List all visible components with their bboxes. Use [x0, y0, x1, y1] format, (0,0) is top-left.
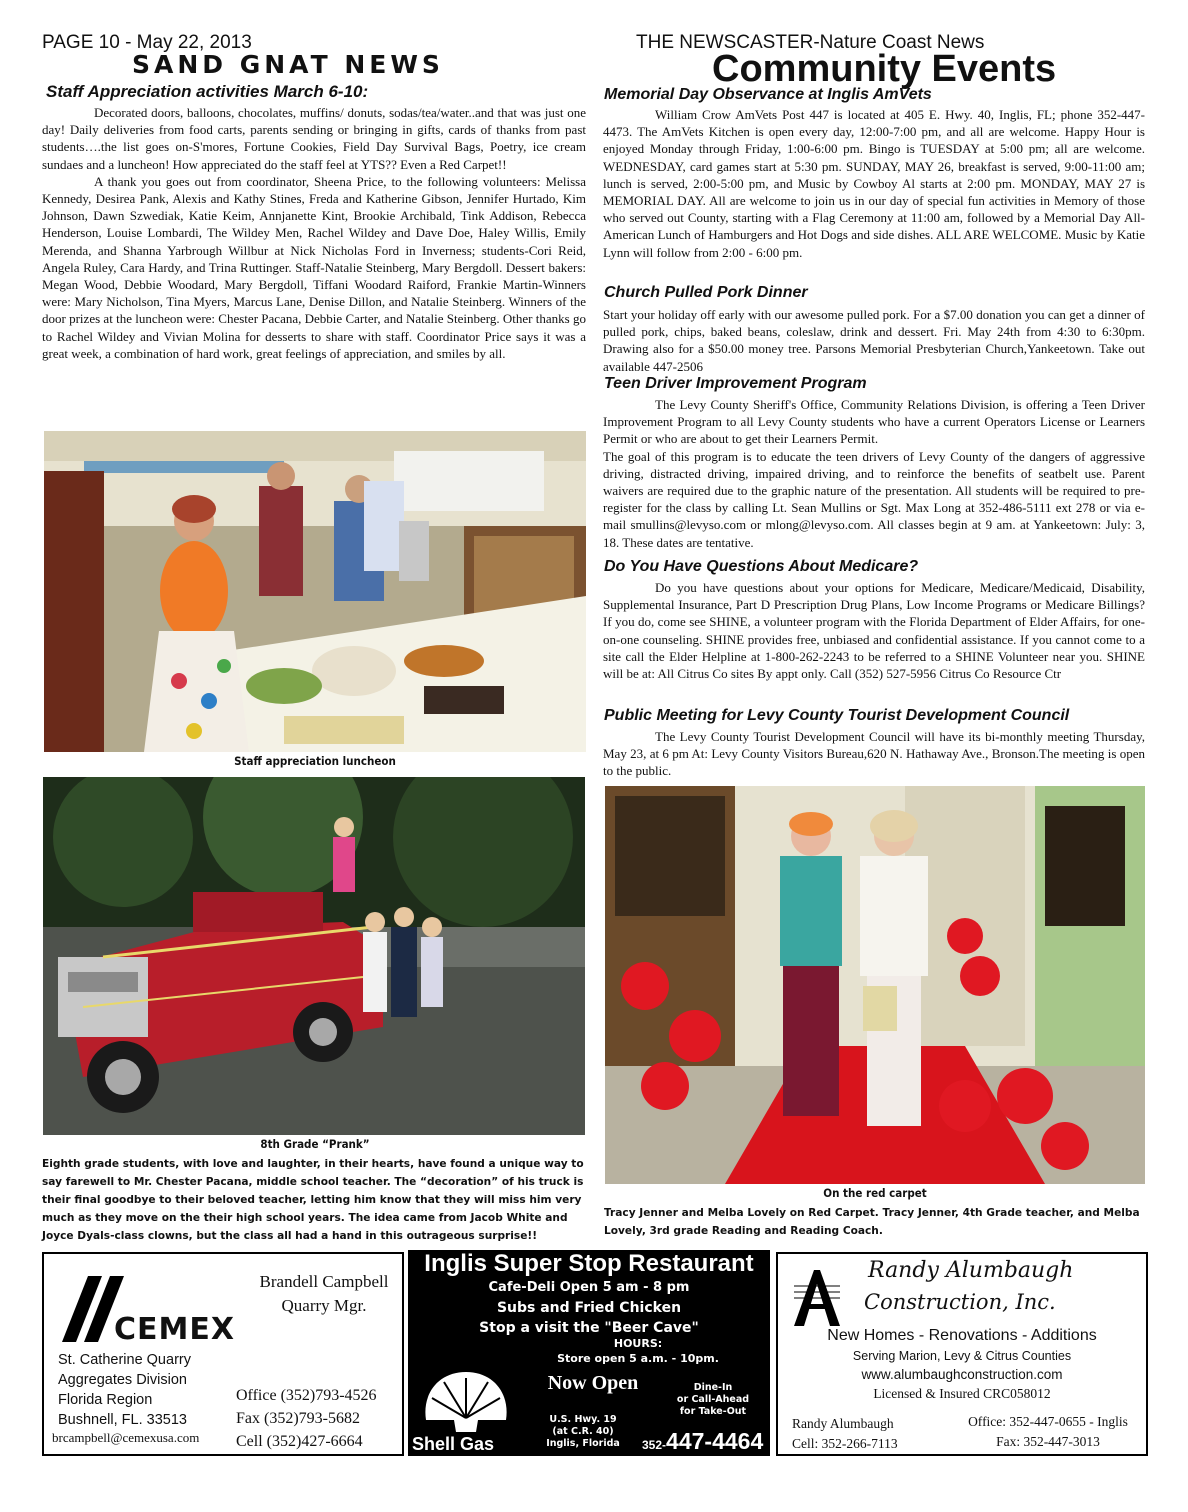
inglis-hours: Store open 5 a.m. - 10pm.	[557, 1352, 719, 1365]
address-line: Bushnell, FL. 33513	[58, 1412, 187, 1428]
randy-license: Licensed & Insured CRC058012	[873, 1386, 1051, 1401]
event-heading-medicare: Do You Have Questions About Medicare?	[604, 558, 919, 575]
event-body-tourist-council	[603, 728, 1145, 780]
ad-cemex	[42, 1252, 404, 1456]
shell-logo	[416, 1368, 516, 1438]
dine-line: Dine-In	[693, 1382, 733, 1393]
photo-staff-luncheon	[44, 431, 586, 752]
photo-caption-red-carpet: Tracy Jenner and Melba Lovely on Red Carpet. Tracy Jenner, 4th Grade teacher, and Melba Lovely, 3rd grade Reading and Reading Coach.	[604, 1207, 1140, 1237]
shell-icon	[416, 1368, 516, 1438]
paragraph: Do you have questions about your options for Medicare, Medicare/Medicaid, Disability, Supplemental Insurance, Part D Prescription Drug Plans, Low Income Programs or Medicare Billings? If you do, come see SHINE, a volunteer program with the Florida Department of Elder Affairs, for one-on-one counseling. SHINE provides free, unbiased and confidential assistance. If you cannot come to a site call the Elder Helpline at 1-800-262-2243 to be referred to a SHINE Volunteer near you. SHINE will be at: All Citrus Co sites By appt only. Call (352) 527-5956 Citrus Co Resource Ctr	[603, 580, 1145, 682]
dine-line: for Take-Out	[679, 1406, 747, 1417]
address-line: Aggregates Division	[58, 1372, 187, 1388]
page-info: PAGE 10 - May 22, 2013	[42, 32, 252, 53]
cemex-contact-title: Quarry Mgr.	[281, 1296, 367, 1315]
paragraph: The Levy County Sheriff's Office, Community Relations Division, is offering a Teen Driver Improvement Program to all Levy County students who have a current Operators License or Learners Permit or who are about to get their Learners Permit.	[603, 397, 1145, 447]
paragraph: Start your holiday off early with our awesome pulled pork. For a $7.00 donation you can get a dinner of pulled pork, chips, baked beans, coleslaw, drink and dessert. Fri. May 24th from 4:30 to 6:30pm. Drawing also for a $50.00 money tree. Parsons Memorial Presbyterian Church,Yankeetown. Take out available 447-2506	[603, 307, 1145, 374]
paragraph: William Crow AmVets Post 447 is located at 405 E. Hwy. 40, Inglis, FL; phone 352-447-4473. The AmVets Kitchen is open every day, 12:00-7:00 pm, and all are welcome. Happy Hour is enjoyed Monday through Friday, 1:00-6:00 pm. Bingo is TUESDAY at 5:00 pm; all are welcome. WEDNESDAY, card games start at 5:30 pm. SUNDAY, MAY 26, breakfast is served, 9:00-11:00 am; lunch is served, 2:00-5:00 pm, and Music by Cowboy Al starts at 2:00 pm. MONDAY, MAY 27 is MEMORIAL DAY. All are welcome to join us in our day of special fun activities in Memory of those who served out County, starting with a Flag Ceremony at 11:00 am, followed by a Memorial Day All-American Lunch of Hamburgers and Hot Dogs and side dishes. ALL ARE WELCOME. Music by Katie Lynn will follow from 2:00 - 6:00 pm.	[603, 107, 1145, 260]
photo-truck-prank	[43, 777, 585, 1135]
contact-line: Office: 352-447-0655 - Inglis	[968, 1414, 1128, 1429]
phone-prefix: 352-	[642, 1438, 667, 1452]
randy-contact	[792, 1414, 898, 1454]
cemex-wordmark: CEMEX	[114, 1312, 235, 1347]
randy-office	[950, 1412, 1146, 1452]
truck-prank-illustration	[43, 777, 585, 1135]
ad-randy-alumbaugh	[776, 1252, 1148, 1456]
inglis-location	[533, 1414, 633, 1450]
address-line: St. Catherine Quarry	[58, 1352, 191, 1368]
inglis-hours-label: HOURS:	[613, 1337, 663, 1350]
phone-line: Cell (352)427-6664	[236, 1433, 363, 1450]
address-line: Florida Region	[58, 1392, 153, 1408]
location-line: (at C.R. 40)	[552, 1426, 614, 1437]
inglis-title: Inglis Super Stop Restaurant	[424, 1250, 754, 1277]
randy-name-title: Randy Alumbaugh	[868, 1258, 1074, 1283]
event-heading-tourist-council: Public Meeting for Levy County Tourist Development Council	[604, 707, 1070, 724]
phone-number: 447-4464	[666, 1428, 764, 1454]
photo-red-carpet	[605, 786, 1145, 1184]
section-title-community-events: Community Events	[712, 48, 1057, 90]
cemex-logo	[54, 1272, 234, 1346]
cemex-contact-name: Brandell Campbell	[259, 1272, 389, 1291]
randy-services: New Homes - Renovations - Additions	[827, 1327, 1097, 1344]
event-body-teen-driver	[603, 396, 1145, 551]
ad-inglis-super-stop	[408, 1250, 770, 1456]
inglis-details	[408, 1278, 770, 1338]
randy-company: Construction, Inc.	[864, 1290, 1056, 1314]
letter-a-icon	[792, 1268, 842, 1328]
event-body-medicare	[603, 579, 1145, 682]
alumbaugh-logo	[792, 1268, 842, 1328]
contact-line: Cell: 352-266-7113	[792, 1436, 898, 1451]
inglis-line: Subs and Fried Chicken	[496, 1300, 682, 1316]
contact-line: Fax: 352-447-3013	[996, 1434, 1100, 1449]
paragraph: Decorated doors, balloons, chocolates, muffins/ donuts, sodas/tea/water..and that was just one day! Daily deliveries from food carts, parents sending or bringing in gifts, cards of thanks from past students….the list goes on-S'mores, Fortune Cookies, Field Day Survival Bags, Poetry, ice cream sundaes and a luncheon! How appreciated do the staff feel at YTS?? Even a Red Carpet!!	[42, 105, 586, 172]
section-title-sand-gnat-news: SAND GNAT NEWS	[132, 50, 444, 79]
event-heading-teen-driver: Teen Driver Improvement Program	[604, 375, 867, 392]
phone-line: Office (352)793-4526	[236, 1387, 377, 1404]
location-line: U.S. Hwy. 19	[549, 1414, 617, 1425]
inglis-line: Stop a visit the "Beer Cave"	[479, 1320, 699, 1336]
randy-serving: Serving Marion, Levy & Citrus Counties	[852, 1349, 1072, 1363]
inglis-line: Cafe-Deli Open 5 am - 8 pm	[488, 1280, 690, 1295]
event-body-church-dinner	[603, 306, 1145, 375]
event-body-memorial-day	[603, 106, 1145, 261]
photo-caption-luncheon: Staff appreciation luncheon	[234, 754, 396, 768]
article-body-staff-appreciation	[42, 104, 586, 362]
photo-title-8th-grade-prank: 8th Grade “Prank”	[260, 1137, 370, 1151]
inglis-shell-gas: Shell Gas	[412, 1434, 495, 1454]
paragraph: The Levy County Tourist Development Council will have its bi-monthly meeting Thursday, May 23, at 6 pm At: Levy County Visitors Bureau,620 N. Hathaway Ave., Bronson.The meeting is open to the public.	[603, 729, 1145, 779]
luncheon-illustration	[44, 431, 586, 752]
paragraph: The goal of this program is to educate the teen drivers of Levy County of the dangers of aggressive driving, distracted driving, impaired driving, and to reinforce the benefits of seatbelt use. Parent waivers are required due to the graphic nature of the presentation. All students will be required to pre-register for the class by calling Lt. Sean Mullins or Sgt. Max Long at 352-486-5111 ext 278 or via e-mail smullins@levyso.com or mlong@levyso.com. All classes begin at 9 am. at Yankeetown: July: 3, 18. These dates are tentative.	[603, 448, 1145, 550]
contact-line: Randy Alumbaugh	[792, 1416, 894, 1431]
inglis-phone	[642, 1428, 763, 1455]
event-heading-memorial-day: Memorial Day Observance at Inglis AmVets	[604, 86, 932, 103]
event-heading-church-dinner: Church Pulled Pork Dinner	[604, 284, 808, 301]
cemex-address	[58, 1350, 191, 1430]
cemex-email: brcampbell@cemexusa.com	[52, 1430, 200, 1445]
article-heading-staff-appreciation: Staff Appreciation activities March 6-10:	[46, 82, 369, 101]
phone-line: Fax (352)793-5682	[236, 1410, 360, 1427]
red-carpet-illustration	[605, 786, 1145, 1184]
dine-line: or Call-Ahead	[676, 1394, 750, 1405]
photo-caption-8th-grade-prank: Eighth grade students, with love and laughter, in their hearts, have found a unique way to say farewell to Mr. Chester Pacana, middle school teacher. The “decoration” of his truck is their final goodbye to their beloved teacher, letting him know that they will miss him very much as they move on the their high school years. The idea came from Jacob White and Joyce Dyals-class clowns, but the class all had a hand in this outrageous surprise!!	[42, 1158, 584, 1242]
randy-website: www.alumbaughconstruction.com	[861, 1367, 1063, 1382]
cemex-phones	[236, 1384, 377, 1453]
paragraph: A thank you goes out from coordinator, Sheena Price, to the following volunteers: Melissa Kennedy, Desirea Pank, Alexis and Kathy Stines, Freda and Katherine Gibson, Jennifer Hurtado, Kim Johnson, Dawn Szwediak, Katie Keim, Annjanette Kint, Brookie Archibald, Tink Addison, Rebecca Henderson, Louise Lombardi, The Wildey Men, Rachel Wildey and Dave Doe, Haley Willis, Emily Merenda, and Shanna Yarbrough Willbur at Nick Nicholas Ford in Inverness; students-Cori Reid, Angela Ruley, Cara Hardy, and Trina Ruttinger. Staff-Natalie Steinberg, Mary Bergdoll. Dessert bakers: Megan Wood, Debbie Woodard, Mary Bergdoll, Tiffani Woodard Raiford, Frankie Martin-Winners were: Mary Nicholson, Tina Myers, Marcus Lane, Denise Dillon, and Natalie Steinberg. Winners of the door prizes at the luncheon were: Chester Pacana, Debbie Carter, and Natalie Steinberg. Other thanks go to Rachel Wildey and Vivian Molina for desserts to share with staff. Coordinator Price says it was a great week, a combination of hard work, great feelings of appreciation, and smiles by all.	[42, 173, 586, 361]
inglis-dine	[658, 1382, 768, 1418]
inglis-now-open: Now Open	[547, 1372, 639, 1394]
location-line: Inglis, Florida	[546, 1438, 620, 1449]
paper-name: THE NEWSCASTER-Nature Coast News	[636, 32, 985, 53]
photo-title-red-carpet: On the red carpet	[823, 1186, 927, 1200]
